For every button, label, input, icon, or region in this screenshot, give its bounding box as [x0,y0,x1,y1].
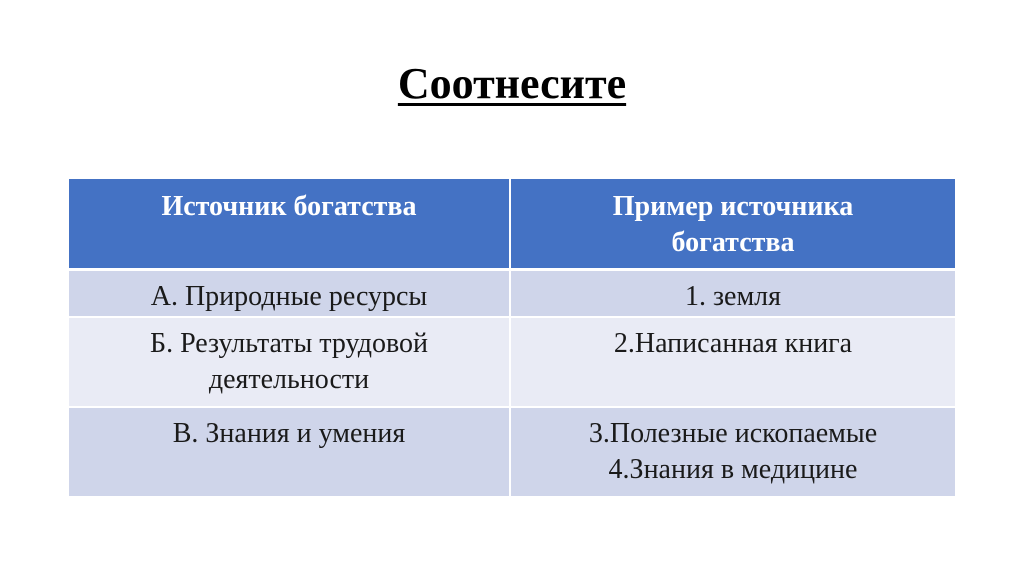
cell-text: 2.Написанная книга [613,328,853,359]
cell-text-line-1: Б. Результаты трудовой [149,328,428,359]
table-header-row [69,179,955,269]
cell-source [69,407,510,496]
cell-example [510,269,955,317]
table-row [69,407,955,496]
cell-text-line-2: деятельности [208,364,370,395]
header-source-line: Источник богатства [161,191,417,222]
slide-title: Соотнесите [397,59,627,108]
cell-text-line-2: 4.Знания в медицине [608,454,858,485]
cell-text: В. Знания и умения [172,418,406,449]
cell-example [510,407,955,496]
cell-source [69,269,510,317]
header-example [510,179,955,269]
cell-text-line-1: 3.Полезные ископаемые [588,418,878,449]
matching-table-container [69,179,955,496]
header-source [69,179,510,269]
cell-text: 1. земля [684,280,782,312]
cell-source [69,317,510,407]
header-example-line-1: Пример источника [612,191,854,222]
table-row [69,269,955,317]
cell-text: А. Природные ресурсы [150,280,428,312]
cell-example [510,317,955,407]
table-row [69,317,955,407]
matching-table [69,179,955,496]
header-example-line-2: богатства [671,227,795,258]
